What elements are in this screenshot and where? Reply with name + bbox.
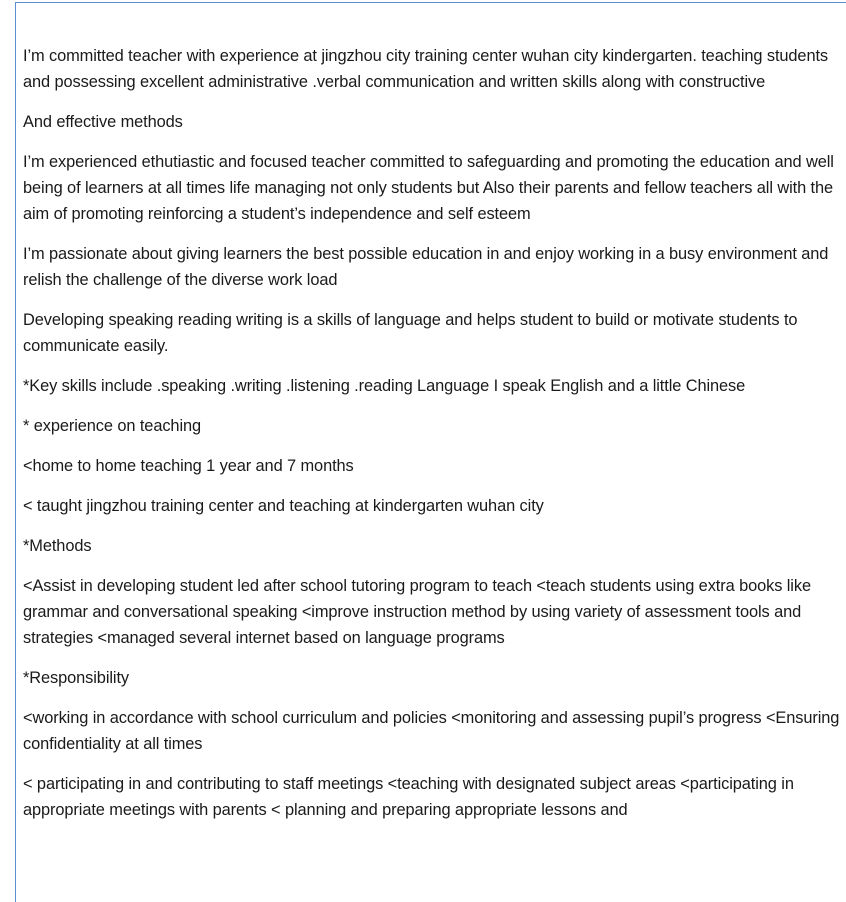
paragraph-methods: <Assist in developing student led after school tutoring program to teach <teach students using extra books like grammar and conversational speaking <improve instruction method by using variety of assessment tools and strategies <managed several internet based on language programs <box>23 577 811 647</box>
list-item-home-teaching: <home to home teaching 1 year and 7 months <box>23 457 354 475</box>
heading-methods: *Methods <box>23 537 92 555</box>
heading-responsibility: *Responsibility <box>23 669 129 687</box>
paragraph-key-skills: *Key skills include .speaking .writing .listening .reading Language I speak English and a little Chinese <box>23 377 746 395</box>
heading-experience: * experience on teaching <box>23 417 202 435</box>
paragraph-methods-line: And effective methods <box>23 113 183 131</box>
paragraph-language: Developing speaking reading writing is a skills of language and helps student to build or motivate students to communicate easily. <box>23 311 798 355</box>
paragraph-intro: I’m committed teacher with experience at jingzhou city training center wuhan city kindergarten. teaching students and possessing excellent administrative .verbal communication and written skills along with constructive <box>23 47 829 91</box>
list-item-taught: < taught jingzhou training center and teaching at kindergarten wuhan city <box>23 497 544 515</box>
document-body <box>23 43 846 837</box>
paragraph-responsibility-2: < participating in and contributing to staff meetings <teaching with designated subject areas <participating in appropriate meetings with parents < planning and preparing appropriate lessons and <box>23 775 794 819</box>
paragraph-experience: I’m experienced ethutiastic and focused teacher committed to safeguarding and promoting the education and well being of learners at all times life managing not only students but Also their parents and fellow teachers all with the aim of promoting reinforcing a student’s independence and self esteem <box>23 153 834 223</box>
paragraph-passion: I’m passionate about giving learners the best possible education in and enjoy working in a busy environment and relish the challenge of the diverse work load <box>23 245 829 289</box>
paragraph-responsibility-1: <working in accordance with school curriculum and policies <monitoring and assessing pupil’s progress <Ensuring confidentiality at all times <box>23 709 840 753</box>
